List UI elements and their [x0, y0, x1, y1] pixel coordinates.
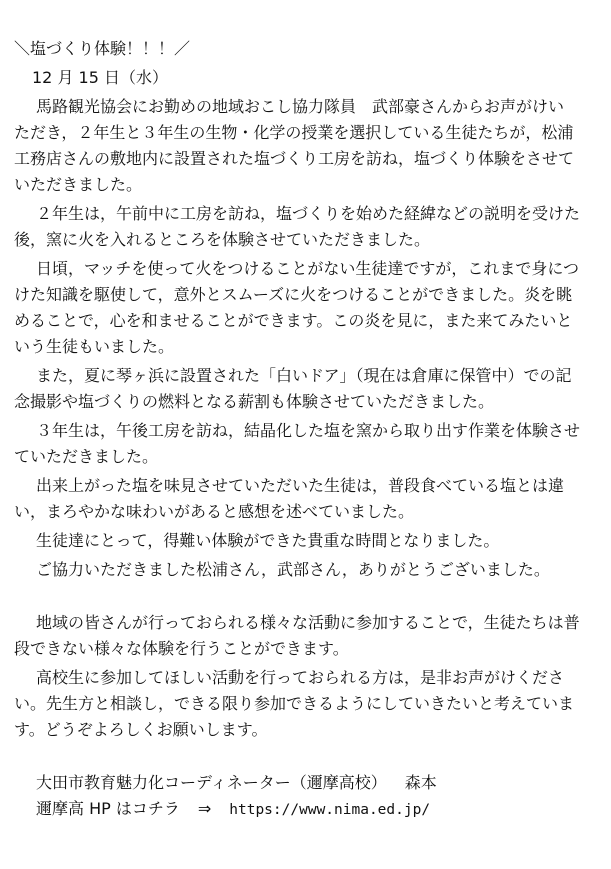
- paragraph-line: 段できない様々な体験を行うことができます。: [14, 639, 349, 658]
- paragraph-line: ご協力いただきました松浦さん，武部さん，ありがとうございました。: [36, 560, 550, 579]
- paragraph-line: 出来上がった塩を味見させていただいた生徒は，普段食べている塩とは違: [36, 476, 565, 495]
- homepage-link[interactable]: https://www.nima.ed.jp/: [229, 802, 431, 818]
- coordinator-org: 大田市教育魅力化コーディネーター（邇摩高校）: [36, 773, 387, 792]
- paragraph-line: いう生徒もいました。: [14, 337, 175, 356]
- paragraph-line: けた知識を駆使して，意外とスムーズに火をつけることができました。炎を眺: [14, 285, 573, 304]
- paragraph-line: 日頃，マッチを使って火をつけることがない生徒達ですが，これまで身につ: [36, 259, 580, 278]
- paragraph-line: い。先生方と相談し，できる限り参加できるようにしていきたいと考えていま: [14, 694, 575, 713]
- paragraph-line: めることで，心を和ませることができます。この炎を見に，また来てみたいと: [14, 311, 573, 330]
- paragraph-line: ２年生は，午前中に工房を訪ね，塩づくりを始めた経緯などの説明を受けた: [36, 204, 581, 223]
- paragraph-line: ていただきました。: [14, 447, 159, 466]
- paragraph-line: す。どうぞよろしくお願いします。: [14, 720, 268, 739]
- paragraph-line: 地域の皆さんが行っておられる様々な活動に参加することで，生徒たちは普: [36, 613, 580, 632]
- paragraph-line: 念撮影や塩づくりの燃料となる薪割も体験させていただきました。: [14, 392, 495, 411]
- paragraph-line: 高校生に参加してほしい活動を行っておられる方は，是非お声がけくださ: [36, 668, 565, 687]
- paragraph-line: 馬路観光協会にお勤めの地域おこし協力隊員 武部豪さんからお声がけい: [36, 97, 565, 116]
- signature-line: [14, 772, 611, 794]
- paragraph-line: ３年生は，午後工房を訪ね，結晶化した塩を窯から取り出す作業を体験させ: [36, 421, 581, 440]
- paragraph-line: いただきました。: [14, 175, 143, 194]
- homepage-label: 邇摩高 HP はコチラ: [36, 799, 180, 818]
- arrow-icon: ⇒: [197, 799, 212, 818]
- coordinator-name: 森本: [404, 773, 437, 792]
- paragraph-line: ただき，２年生と３年生の生物・化学の授業を選択している生徒たちが，松浦: [14, 123, 574, 142]
- paragraph-line: 生徒達にとって，得難い体験ができた貴重な時間となりました。: [36, 531, 500, 550]
- paragraph-line: また，夏に琴ヶ浜に設置された「白いドア」（現在は倉庫に保管中）での記: [36, 366, 572, 385]
- paragraph-line: 工務店さんの敷地内に設置された塩づくり工房を訪ね，塩づくり体験をさせて: [14, 149, 575, 168]
- homepage-line: [14, 798, 611, 821]
- paragraph-line: 後，窯に火を入れるところを体験させていただきました。: [14, 230, 431, 249]
- paragraph-line: い，まろやかな味わいがあると感想を述べていました。: [14, 502, 415, 521]
- heading: ＼塩づくり体験！！！／: [14, 39, 191, 58]
- date: 12 月 15 日（水）: [32, 68, 168, 87]
